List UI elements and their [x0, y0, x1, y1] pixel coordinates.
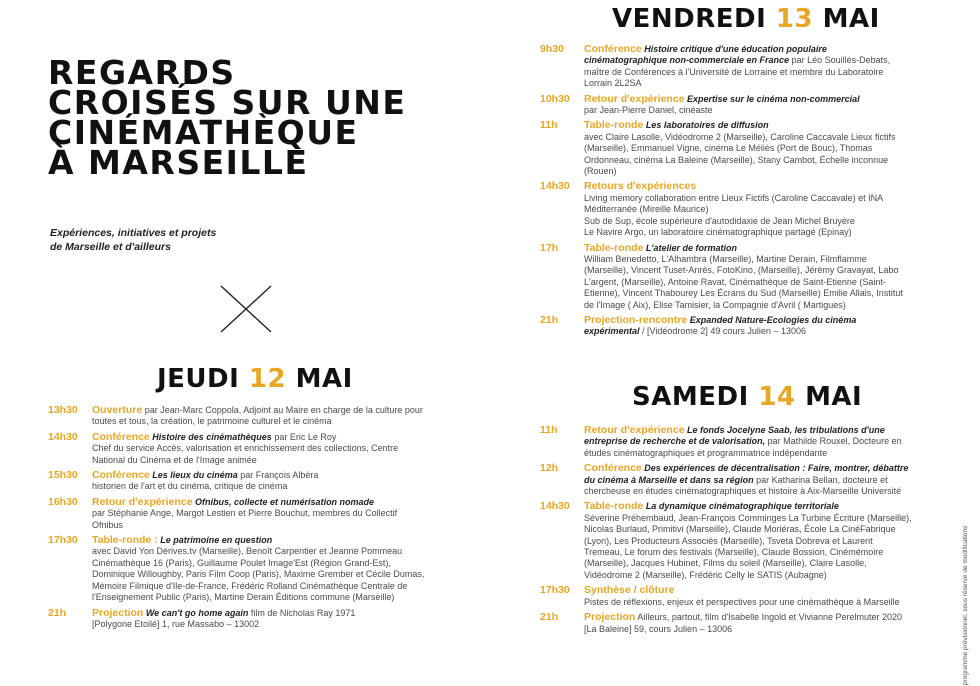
day-number: 12	[248, 364, 287, 394]
event-text: par Léo Souillés-Debats, maître de Conférences à l'Université de Lorraine et membre du Laboratoire Lorrain 2L2SA	[584, 55, 891, 89]
event-type: Projection	[584, 611, 636, 624]
subtitle-line: Expériences, initiatives et projets	[50, 227, 217, 239]
event-time: 17h	[540, 241, 559, 254]
cross-icon	[220, 285, 272, 333]
event-type: Retour d'expérience	[584, 424, 685, 436]
event-details: Séverine Préhembaud, Jean-François Comminges La Turbine Écriture (Marseille), Nicolas Burlaud, Primitivi (Marseille), Claude Moriéras, École La CinéFabrique (Lyon), Les Producteurs Associés (Marseille), Tsveta Dobreva et Laurent Tremeau, Le forum des festivals (Marseille), Claude Bossion, Cinémémoire (Marseille), Jacques Hubinet, Films du soleil (Marseille), Claire Lasolle, Vidéodrome 2 (Marseille), Frédéric Celly le SATIS (Aubagne)	[584, 512, 912, 580]
event-time: 11h	[540, 424, 558, 436]
title-line: À MARSEILLE	[48, 143, 309, 182]
event-details: [Polygone Etoilé] 1, rue Massabo – 13002	[92, 618, 260, 629]
event-time: 17h30	[48, 534, 78, 547]
event-details: Sub de Sup, école supérieure d'autodidaxie de Jean Michel Bruyère	[584, 215, 855, 226]
subtitle	[50, 226, 350, 254]
event-topic: Histoire critique d'une éducation populaire cinématographique non-commerciale en France	[584, 44, 827, 66]
event-type: Table-ronde	[584, 241, 644, 254]
event-item	[48, 470, 428, 493]
event-details: Le Navire Argo, un laboratoire cinématographique partagé (Epinay)	[584, 227, 852, 238]
event-type: Table-ronde	[584, 119, 644, 132]
event-text: par Mathilde Rouxel, Docteure en études cinématographiques et programmatrice indépendante	[584, 436, 902, 458]
event-item	[540, 501, 912, 581]
event-topic: Les lieux du cinéma	[149, 470, 238, 481]
event-details: historien de l'art et du cinéma, critique de cinéma	[92, 481, 288, 492]
event-type: Synthèse / clôture	[584, 584, 675, 597]
event-time: 11h	[540, 119, 558, 132]
day-number: 13	[775, 4, 814, 34]
event-time: 21h	[48, 606, 67, 619]
day-heading-samedi	[632, 382, 862, 412]
event-details: William Benedetto, L'Alhambra (Marseille), Martine Derain, Filmflamme (Marseille), Vincent Tuset-Anrès, FotoKino, (Marseille), Jérémy Gravayat, Labo L'argent, (Marseille), Antoine Ravat, Cinémathèque de Saint-Etienne (Saint-Etienne), Vincent Thabourey Les Écrans du Sud (Marseille) Emilie Allais, Institut de l'Image ( Aix), Elise Tamisier, la Compagnie d'Avril ( Martigues)	[584, 253, 903, 310]
event-type: Conférence	[584, 43, 642, 55]
event-time: 14h30	[48, 430, 78, 443]
event-topic: Expertise sur le cinéma non-commercial	[684, 93, 860, 104]
day-name: VENDREDI	[612, 4, 767, 34]
event-details: avec David Yon Dérives.tv (Marseille), Benoît Carpentier et Jeanne Pommeau Cinémathèque 16 (Paris), Guillaume Poulet Image'Est (Région Grand-Est), Dominique Willoughby, Paris Film Coop (Paris), Maxime Grember et Cécile Dumas, Mémoire Filmique d'Ile-de-France, Frédéric Rolland Cinémathèque Centrale de l'Enseignement Public (Paris), Martine Derain Éditions commune (Marseille)	[92, 546, 425, 603]
title-line: CINÉMATHÈQUE	[48, 113, 359, 152]
event-item	[540, 94, 912, 117]
day-heading-vendredi	[612, 4, 880, 34]
event-text: par Jean-Marc Coppola, Adjoint au Maire en charge de la culture pour toutes et tous, la création, le patrimoine culturel et le cinéma	[92, 405, 423, 427]
event-text: par Eric Le Roy	[271, 431, 337, 442]
event-time: 10h30	[540, 92, 570, 105]
event-time: 14h30	[540, 180, 570, 193]
event-topic: Expanded Nature-Ecologies du cinéma expérimental	[584, 314, 857, 337]
event-type: Retour d'expérience	[92, 495, 193, 508]
event-text: Ailleurs, partout, film d'Isabelle Ingold et Vivianne Perelmuter 2020 [La Baleine] 59, cours Julien – 13006	[584, 612, 903, 634]
event-time: 17h30	[540, 584, 570, 597]
event-item	[48, 405, 428, 428]
day-name: SAMEDI	[632, 382, 749, 412]
day-number: 14	[758, 382, 796, 412]
day-heading-jeudi	[157, 364, 353, 394]
day-name: JEUDI	[157, 364, 240, 394]
event-topic: La dynamique cinématographique territoriale	[643, 501, 839, 512]
side-note: programme prévisionnel, sous réserve de modifications	[962, 525, 969, 685]
event-time: 15h30	[48, 469, 78, 482]
event-topic: Des expériences de décentralisation : Faire, montrer, débattre du cinéma à Marseille et dans sa région	[584, 463, 909, 485]
event-details: Living memory collaboration entre Lieux Fictifs (Caroline Caccavale) et INA Méditerranée (Mireille Maurice)	[584, 192, 883, 215]
event-time: 16h30	[48, 495, 78, 508]
event-item	[540, 315, 912, 338]
title-line: REGARDS	[48, 53, 236, 92]
event-time: 13h30	[48, 404, 78, 416]
event-item	[540, 243, 912, 311]
event-topic: L'atelier de formation	[643, 242, 737, 253]
event-time: 9h30	[540, 43, 564, 55]
event-item	[48, 608, 428, 631]
event-item	[540, 44, 912, 90]
event-text: par François Albéra	[237, 470, 319, 481]
event-time: 14h30	[540, 500, 570, 513]
event-details: par Stéphanie Ange, Margot Lestien et Pierre Bouchut, membres du Collectif Ofnibus	[92, 508, 398, 530]
event-topic: Histoire des cinémathèques	[149, 431, 272, 442]
event-topic: We can't go home again	[143, 607, 249, 618]
event-item	[540, 120, 912, 177]
event-item	[540, 463, 912, 497]
event-topic: Le fonds Jocelyne Saab, les tribulations d'une entreprise de recherche et de valorisation,	[584, 425, 885, 447]
event-type: Retour d'expérience	[584, 92, 685, 105]
day-month: MAI	[295, 364, 353, 394]
event-text: par Katharina Bellan, docteure et chercheuse en études cinématographiques et histoire à Aix-Marseille Université	[584, 474, 902, 497]
event-time: 21h	[540, 313, 559, 326]
subtitle-line: de Marseille et d'ailleurs	[50, 241, 171, 253]
title-line: CROISÉS SUR UNE	[48, 83, 407, 122]
day-month: MAI	[822, 4, 880, 34]
event-type: Projection	[92, 606, 144, 619]
event-type: Ouverture	[92, 404, 143, 416]
event-type: Projection-rencontre	[584, 313, 688, 326]
schedule-vendredi	[540, 44, 912, 342]
event-item	[48, 432, 428, 466]
schedule-samedi	[540, 425, 912, 639]
event-topic: Le patrimoine en question	[157, 535, 273, 546]
event-item	[540, 181, 912, 238]
event-type: Conférence	[584, 462, 642, 475]
event-details: avec Claire Lasolle, Vidéodrome 2 (Marseille), Caroline Caccavale Lieux fictifs (Marseille), Emmanuel Vigne, cinéma Le Méliès (Port de Bouc), Thomas Ordonneau, cinéma La Baleine (Marseille), Stany Cambot, Échelle inconnue (Rouen)	[584, 131, 896, 177]
event-details: par Jean-Pierre Daniel, cinéaste	[584, 105, 713, 116]
event-type: Table-ronde	[584, 500, 644, 513]
event-topic: Ofnibus, collecte et numérisation nomade	[192, 496, 375, 507]
event-item	[540, 612, 912, 635]
day-month: MAI	[805, 382, 863, 412]
event-time: 21h	[540, 611, 559, 624]
schedule-jeudi	[48, 405, 428, 634]
main-title	[48, 53, 468, 182]
event-item	[540, 585, 912, 608]
event-details: Pistes de réflexions, enjeux et perspectives pour une cinémathèque à Marseille	[584, 596, 900, 607]
event-item	[48, 535, 428, 603]
event-topic: Les laboratoires de diffusion	[643, 120, 769, 131]
event-item	[540, 425, 912, 459]
event-time: 12h	[540, 462, 559, 475]
event-item	[48, 497, 428, 531]
event-text: film de Nicholas Ray 1971	[248, 607, 356, 618]
event-type: Conférence	[92, 430, 150, 443]
event-type: Table-ronde :	[92, 534, 158, 547]
event-text: / [Vidéodrome 2] 49 cours Julien – 13006	[639, 326, 806, 337]
event-details: Chef du service Accès, valorisation et enrichissement des collections, Centre National du Cinéma et de l'Image animée	[92, 443, 399, 465]
event-type: Conférence	[92, 469, 150, 482]
event-type: Retours d'expériences	[584, 180, 697, 193]
